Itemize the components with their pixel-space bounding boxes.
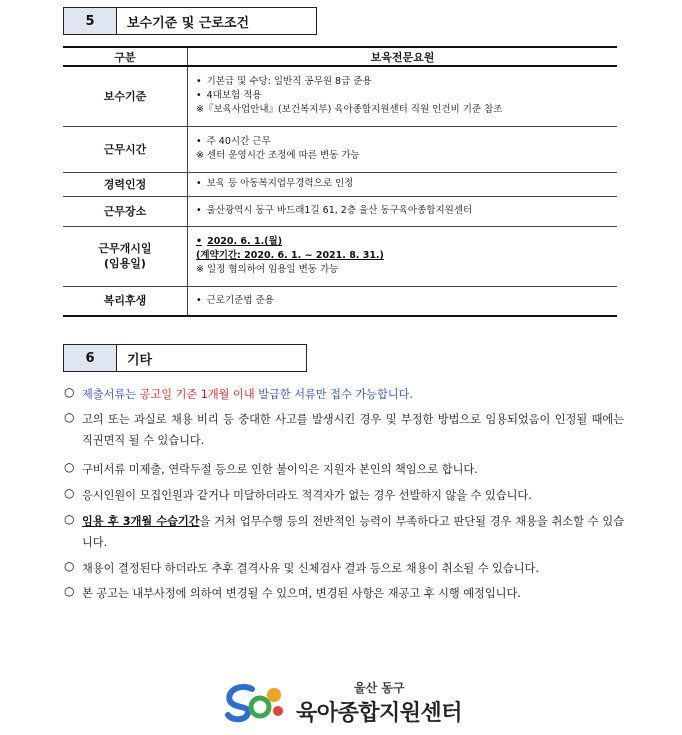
row-line: (계약기간: 2020. 6. 1. ~ 2021. 8. 31.)	[196, 250, 384, 261]
row-label: 보수기준	[63, 66, 188, 126]
row-line: • 2020. 6. 1.(월)	[196, 235, 617, 249]
list-item: ○ 제출서류는 공고일 기준 1개월 이내 발급한 서류만 접수 가능합니다.	[64, 384, 413, 405]
row-label-line: (임용일)	[104, 257, 146, 270]
row-value	[188, 286, 618, 316]
section6-number: 6	[63, 344, 117, 372]
section5-header	[63, 7, 317, 35]
table-row	[63, 66, 617, 126]
row-line: • 주 40시간 근무	[196, 135, 617, 149]
list-item: ○ 채용이 결정된다 하더라도 추후 결격사유 및 신체검사 결과 등으로 채용이 취소될 수 있습니다.	[64, 558, 539, 579]
row-line: • 기본급 및 수당: 일반직 공무원 8급 준용	[196, 75, 617, 89]
bullet-circle-icon: ○	[64, 559, 75, 573]
table-row	[63, 286, 617, 316]
table-header-row	[63, 47, 617, 66]
logo-title: 육아종합지원센터	[296, 701, 463, 726]
row-value	[188, 196, 618, 226]
row-label: 경력인정	[63, 172, 188, 196]
row-line: ※ 센터 운영시간 조정에 따른 변동 가능	[196, 150, 360, 161]
row-value	[188, 226, 618, 286]
table-row	[63, 172, 617, 196]
center-logo	[222, 679, 462, 727]
list-item: ○ 임용 후 3개월 수습기간을 거쳐 업무수행 등의 전반적인 능력이 부족하다고 판단될 경우 채용을 취소할 수 있습니다.	[64, 511, 624, 553]
conditions-table	[63, 46, 617, 317]
row-value	[188, 172, 618, 196]
section6-title: 기타	[117, 344, 307, 372]
row-label: 근무시간	[63, 126, 188, 172]
list-item: ○ 응시인원이 모집인원과 같거나 미달하더라도 적격자가 없는 경우 선발하지 않을 수 있습니다.	[64, 485, 532, 506]
list-item: ○ 구비서류 미제출, 연락두절 등으로 인한 불이익은 지원자 본인의 책임으로 합니다.	[64, 459, 478, 480]
bullet-circle-icon: ○	[64, 385, 75, 399]
row-value	[188, 66, 618, 126]
row-line: ※ 일정 협의하여 임용일 변동 가능	[196, 264, 339, 275]
center-logo-icon	[222, 681, 286, 725]
bullet-circle-icon: ○	[64, 512, 75, 526]
row-line: • 4대보험 적용	[196, 89, 617, 103]
row-label: 복리후생	[63, 286, 188, 316]
section5-number: 5	[63, 7, 117, 35]
row-line: • 울산광역시 동구 바드래1길 61, 2층 울산 동구육아종합지원센터	[196, 204, 617, 218]
table-row	[63, 126, 617, 172]
table-row	[63, 196, 617, 226]
row-label-line: 근무개시일	[98, 242, 152, 255]
table-row	[63, 226, 617, 286]
bullet-circle-icon: ○	[64, 460, 75, 474]
header-position: 보육전문요원	[188, 47, 618, 66]
row-line: • 보육 등 아동복지업무경력으로 인정	[196, 177, 617, 191]
bullet-circle-icon: ○	[64, 410, 75, 424]
row-label: 근무장소	[63, 196, 188, 226]
bullet-circle-icon: ○	[64, 584, 75, 598]
row-label	[63, 226, 188, 286]
section6-header	[63, 344, 307, 372]
list-item: ○ 본 공고는 내부사정에 의하여 변경될 수 있으며, 변경된 사항은 재공고 후 시행 예정입니다.	[64, 583, 521, 604]
row-line: • 근로기준법 준용	[196, 294, 617, 308]
row-value	[188, 126, 618, 172]
logo-subtitle: 울산 동구	[354, 681, 405, 695]
list-item: ○ 고의 또는 과실로 채용 비리 등 중대한 사고를 발생시킨 경우 및 부정한 방법으로 임용되었음이 인정될 때에는 직권면직 될 수 있습니다.	[64, 409, 624, 451]
header-category: 구분	[63, 47, 188, 66]
section5-title: 보수기준 및 근로조건	[117, 7, 317, 35]
bullet-circle-icon: ○	[64, 486, 75, 500]
row-line: ※『보육사업안내』(보건복지부) 육아종합지원센터 직원 인건비 기준 참조	[196, 104, 503, 116]
